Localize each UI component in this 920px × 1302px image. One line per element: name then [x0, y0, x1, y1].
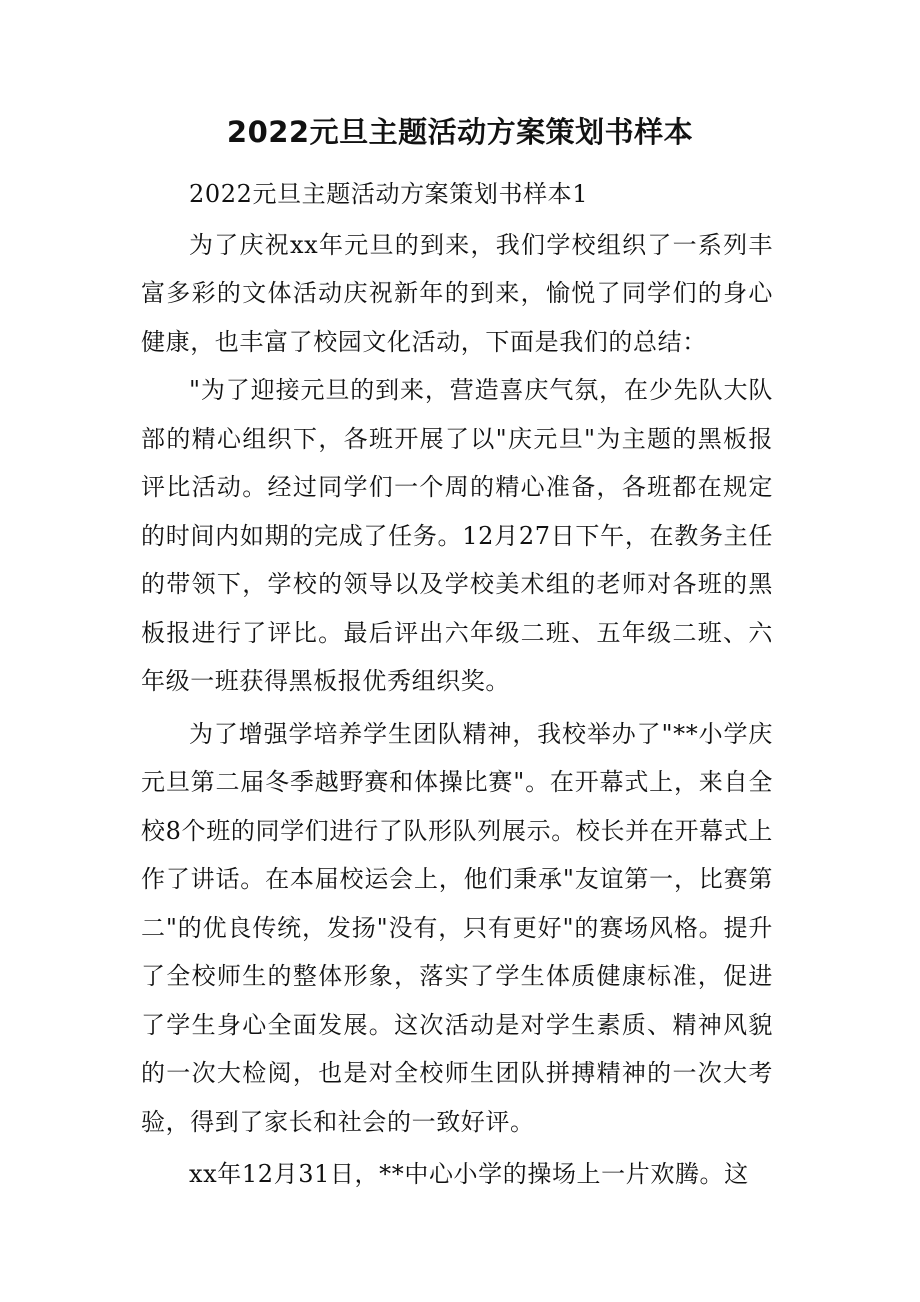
paragraph-dec31: xx年12月31日，**中心小学的操场上一片欢腾。这 [189, 1160, 749, 1188]
paragraph-sports: 为了增强学培养学生团队精神，我校举办了"**小学庆元旦第二届冬季越野赛和体操比赛"。在开幕式上，来自全校8个班的同学们进行了队形队列展示。校长并在开幕式上作了讲话。在本届校运会上，他们秉承"友谊第一，比赛第二"的优良传统，发扬"没有，只有更好"的赛场风格。提升了全校师生的整体形象，落实了学生体质健康标准，促进了学生身心全面发展。这次活动是对学生素质、精神风貌的一次大检阅，也是对全校师生团队拼搏精神的一次大考验，得到了家长和社会的一致好评。 [141, 719, 773, 1136]
section-subtitle: 2022元旦主题活动方案策划书样本1 [189, 180, 589, 208]
paragraph-blackboard: "为了迎接元旦的到来，营造喜庆气氛，在少先队大队部的精心组织下，各班开展了以"庆元旦"为主题的黑板报评比活动。经过同学们一个周的精心准备，各班都在规定的时间内如期的完成了任务。12月27日下午，在教务主任的带领下，学校的领导以及学校美术组的老师对各班的黑板报进行了评比。最后评出六年级二班、五年级二班、六年级一班获得黑板报优秀组织奖。 [141, 376, 773, 695]
paragraph-intro: 为了庆祝xx年元旦的到来，我们学校组织了一系列丰富多彩的文体活动庆祝新年的到来，愉悦了同学们的身心健康，也丰富了校园文化活动，下面是我们的总结： [141, 230, 773, 356]
document-title: 2022元旦主题活动方案策划书样本 [226, 115, 694, 149]
document-body [141, 170, 773, 1199]
